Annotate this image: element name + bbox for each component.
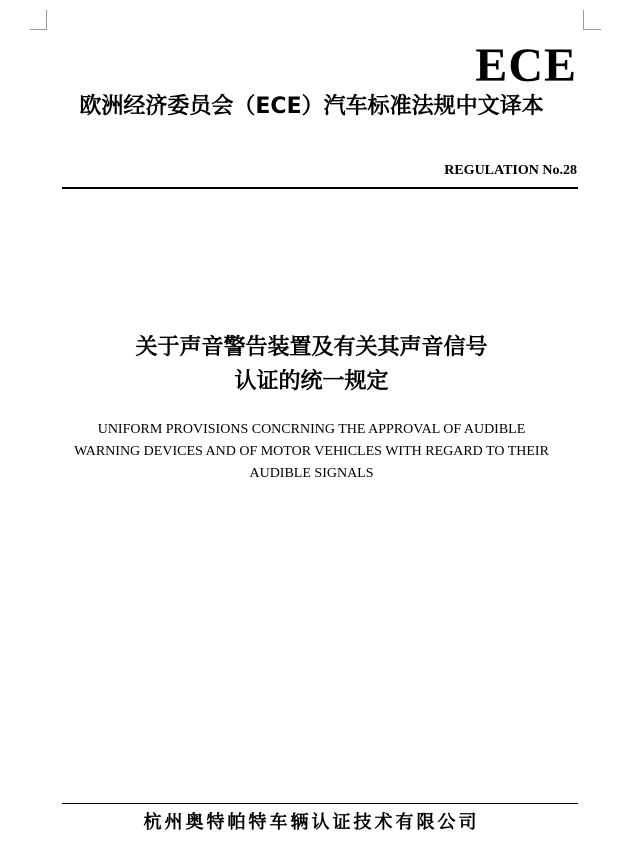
ece-mark: ECE <box>475 39 577 92</box>
header-divider <box>62 187 578 189</box>
crop-mark-top-left-vertical <box>46 10 47 30</box>
crop-mark-top-left-horizontal <box>30 29 47 30</box>
crop-mark-top-right-horizontal <box>583 29 601 30</box>
chinese-title-line-2: 认证的统一规定 <box>234 369 389 394</box>
english-title-line-1: UNIFORM PROVISIONS CONCRNING THE APPROVAL OF AUDIBLE <box>97 422 526 437</box>
footer-divider <box>62 803 578 804</box>
regulation-number: REGULATION No.28 <box>444 163 577 178</box>
chinese-title-line-1: 关于声音警告装置及有关其声音信号 <box>135 335 488 360</box>
english-regulation-title <box>0 419 623 485</box>
page-title: 欧洲经济委员会（ECE）汽车标准法规中文译本 <box>79 94 544 119</box>
company-name: 杭州奥特帕特车辆认证技术有限公司 <box>143 812 480 833</box>
crop-mark-top-right-vertical <box>583 10 584 30</box>
english-title-line-3: AUDIBLE SIGNALS <box>249 466 374 481</box>
chinese-regulation-title <box>0 331 623 399</box>
english-title-line-2: WARNING DEVICES AND OF MOTOR VEHICLES WITH REGARD TO THEIR <box>74 444 549 459</box>
